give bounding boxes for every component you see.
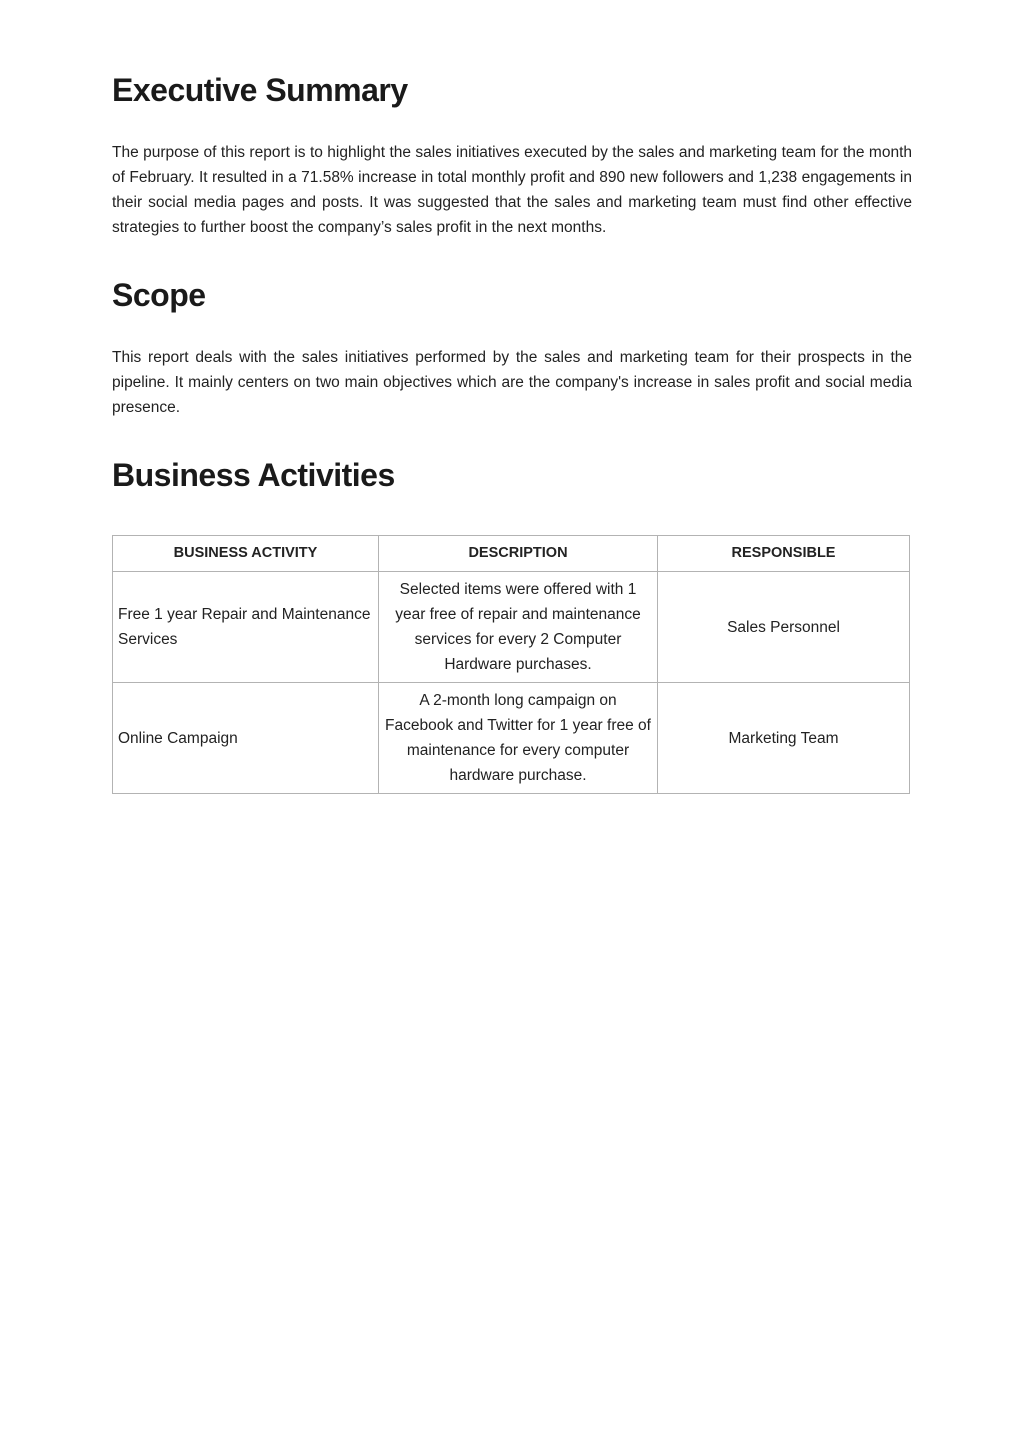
executive-summary-heading: Executive Summary (112, 72, 408, 108)
business-activities-heading: Business Activities (112, 457, 395, 493)
header-description: DESCRIPTION (379, 536, 658, 572)
scope-heading: Scope (112, 277, 206, 313)
business-activities-table (112, 535, 910, 794)
cell-activity: Free 1 year Repair and Maintenance Services (113, 572, 379, 683)
scope-paragraph: This report deals with the sales initiatives performed by the sales and marketing team for their prospects in the pipeline. It mainly centers on two main objectives which are the company's increase in sales profit and social media presence. (112, 349, 912, 416)
header-business-activity: BUSINESS ACTIVITY (113, 536, 379, 572)
cell-responsible: Marketing Team (658, 683, 910, 794)
cell-activity: Online Campaign (113, 683, 379, 794)
cell-description: A 2-month long campaign on Facebook and Twitter for 1 year free of maintenance for every computer hardware purchase. (379, 683, 658, 794)
table-header-row (113, 536, 910, 572)
cell-description: Selected items were offered with 1 year free of repair and maintenance services for every 2 Computer Hardware purchases. (379, 572, 658, 683)
cell-responsible: Sales Personnel (658, 572, 910, 683)
header-responsible: RESPONSIBLE (658, 536, 910, 572)
table-row (113, 683, 910, 794)
table-row (113, 572, 910, 683)
executive-summary-paragraph: The purpose of this report is to highlight the sales initiatives executed by the sales and marketing team for the month of February. It resulted in a 71.58% increase in total monthly profit and 890 new followers and 1,238 engagements in their social media pages and posts. It was suggested that the sales and marketing team must find other effective strategies to further boost the company’s sales profit in the next months. (112, 144, 912, 236)
